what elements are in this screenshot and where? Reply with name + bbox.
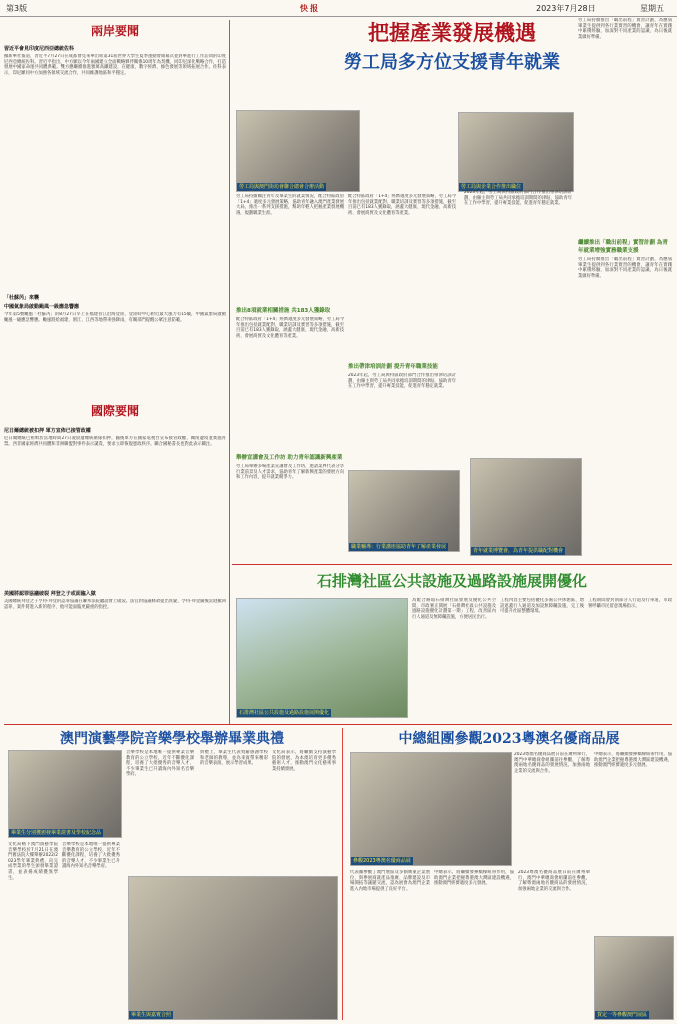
- article-body: 今年第5號颱風「杜蘇芮」的8月27日早上在福建晉江沿海登陸，登陸時中心附近最大風力有15級，中國氣象局啟動颱風一級應急響應。颱風將給福建、浙江、江西等地帶來強降雨，有關部門提醒公眾注意防範。: [4, 312, 226, 323]
- feature-body: 勞工局持續推出「職出前程」實習計劃，為應屆畢業生提供到各行業實習的機會，讓青年在實踐中累積經驗，加深對不同產業的認識，為日後就業做好準備。: [578, 257, 672, 279]
- feature-subhead: 舉辦宣講會及工作坊 助力青年認識新興產業: [236, 455, 343, 461]
- photo-caption: 勞工局與澳門街坊會聯合總會合辦活動: [239, 184, 325, 190]
- photo-caption: 畢業生分別獲頒發畢業證書及學校紀念品: [11, 830, 102, 836]
- photo-caption: 職業輔導：行業講座協助青年了解產業發展: [351, 544, 447, 550]
- music-body: 典禮上，畢業生代表致辭感謝學校和老師的教導，並為來賓帶來精彩的音樂表演，展示學習成果。: [200, 750, 268, 767]
- photo-caption: 參觀2023粵澳名優商品展: [353, 858, 411, 864]
- zhongzong-title: 中總組團參觀2023粵澳名優商品展: [398, 731, 620, 747]
- photo-caption: 青年就業博覽會，為青年提供職配對機會: [473, 548, 564, 554]
- shipanwan-title: 石排灣社區公共設施及過路設施展開優化: [316, 572, 587, 590]
- article-headline: 尼日爾總統被扣押 軍方宣佈已接管政權: [4, 428, 91, 434]
- article-body: 尼日爾總統巴祖姆於當地時間27日凌晨遭總統衛隊扣押，隨後軍方在國家電視台宣布接管政權、關閉邊境並實施宵禁。西非國家經濟共同體和非洲聯盟對事件表示譴責，要求立即恢復憲政秩序。聯合國秘書長也對此表示關注。: [4, 436, 226, 447]
- zhongzong-body: 2023粵澳名優商品展日前在廣州舉行，澳門中華總商會組團前往參觀，了解粵澳兩地名優商品的發展情況，加強兩地企業的交流與合作。: [514, 752, 590, 774]
- feature-subhead: 推出帶津培訓計劃 提升青年職業技能: [348, 364, 438, 370]
- article-body: 據新華社報道，習近平7月27日在成都會見來華出席第31屆世界大學生夏季運動會開幕式並對華進行工作訪問的印度尼西亞總統佐科。習近平指出，中方願以今年兩國建立全面戰略夥伴關係10周年為契機，同印尼深化戰略合作，打造發展中國家命運共同體典範。雙方應繼續推進雅萬高鐵建設，在健康、數字經濟、綠色發展等領域拓展合作。佐科表示，印尼願同中方加強各領域交流合作，共同維護地區和平穩定。: [4, 54, 226, 76]
- page-number: 第3版: [6, 4, 28, 13]
- feature-subtitle: 勞工局多方位支援青年就業: [344, 52, 560, 73]
- feature-body: 配合特區政府「1+4」經濟適度多元發展策略，勞工局今年推出包括就業配對、職業培訓及實習等多項措施，截至目前已有183人獲錄取，涵蓋大健康、現代金融、高新技術、會展商貿及文化體育等產業。: [348, 194, 456, 216]
- feature-body: 勞工局舉辦多場產業宣講會及工作坊，邀請業界代表分享行業前景及人才需求，協助青年了解新興產業的發展方向和工作內容，提升就業競爭力。: [236, 464, 344, 481]
- music-body: 音樂學校是本地唯一提供專業音樂教育的公立學校，近年不斷優化課程，培養了大批優秀的音樂人才，不少畢業生已升讀海內外知名音樂學府。: [62, 842, 120, 870]
- article-headline: 習近平會見印度尼西亞總統佐科: [4, 46, 75, 52]
- feature-column-1: [236, 194, 344, 564]
- masthead-logo: 快报: [300, 3, 320, 13]
- music-photo: [8, 750, 122, 838]
- column-divider: [229, 20, 230, 725]
- music-title: 澳門演藝學院音樂學校舉辦畢業典禮: [60, 731, 284, 747]
- section-divider: [4, 724, 672, 725]
- left-news-column: [4, 18, 226, 720]
- shipanwan-body: 工程內容主要包括優化多處公共休憩區、增設遮蓋行人通道及加設無障礙設施，完工後可提升社區整體環境。: [500, 598, 584, 615]
- shipanwan-photo: [236, 598, 408, 718]
- section-title-international: 國際要聞: [90, 404, 139, 418]
- article-headline: 美國將認罪協議破裂 拜登之子或面臨入獄: [4, 591, 96, 597]
- feature-photo: [470, 458, 582, 556]
- zhongzong-photo: [350, 752, 512, 866]
- feature-column-3: [464, 40, 572, 460]
- feature-body: 配合特區政府「1+4」經濟適度多元發展策略，勞工局今年推出包括就業配對、職業培訓及實習等多項措施，截至目前已有183人獲錄取，涵蓋大健康、現代金融、高新技術、會展商貿及文化體育等產業。: [236, 317, 344, 339]
- photo-caption: 畢業生與嘉賓合照: [131, 1012, 172, 1018]
- section-divider: [232, 564, 672, 565]
- feature-body: 2023年起，勞工局與特區政府部門合作推出帶津培訓計劃，由僱主與勞工局共同承擔培訓期間的津貼，協助青年在工作中學習，提升專業技能，促進青年穩定就業。: [348, 373, 456, 390]
- article-body: 美國總統拜登之子亨特·拜登的認罪協議在聯邦法院聽證會上破裂。法官對協議條款提出質疑，亨特·拜登隨後當庭撤回認罪，案件將進入新的程序，他可能面臨更嚴重的指控。: [4, 599, 226, 610]
- music-photo: [128, 876, 338, 1020]
- feature-body: 2023年起，勞工局與特區政府部門合作推出帶津培訓計劃，由僱主與勞工局共同承擔培訓期間的津貼，協助青年在工作中學習，提升專業技能，促進青年穩定就業。: [464, 190, 572, 207]
- zhongzong-body: 代表團參觀了澳門展區及多個廣東企業展位，與參展商就產品推廣、品牌建設及市場開拓等議題交流，認為展會為澳門企業進入內地市場提供了良好平台。: [350, 870, 430, 892]
- zhongzong-body: 中總表示，將繼續發揮橋樑紐帶作用，協助澳門企業把握粵港澳大灣區建設機遇，推動澳門經濟適度多元發展。: [434, 870, 514, 887]
- zhongzong-body: 2023粵澳名優商品展日前在廣州舉行，澳門中華總商會組團前往參觀，了解粵澳兩地名優商品的發展情況，加強兩地企業的交流與合作。: [518, 870, 590, 892]
- feature-subhead: 繼續推出「職出前程」實習計劃 為青年就業增強實務職業支援: [578, 240, 668, 254]
- feature-column-4: [578, 18, 672, 558]
- zhongzong-photo: [594, 936, 674, 1020]
- article-headline: 「杜蘇芮」來襲: [4, 295, 40, 301]
- feature-body: 勞工局持續推出「職出前程」實習計劃，為應屆畢業生提供到各行業實習的機會，讓青年在實踐中累積經驗，加深對不同產業的認識，為日後就業做好準備。: [578, 18, 672, 40]
- photo-caption: 勞工局與企業合作推出職位: [461, 184, 522, 190]
- shipanwan-body: 為配合路環石排灣社區發展及優化公共空間，市政署正開展「石排灣社區公共設施及過路設施優化計劃第一期」工程，改善區內行人通道及無障礙設施，方便居民出行。: [412, 598, 496, 620]
- feature-intro: 勞工局持續關注青年及畢業生的就業情況，配合特區政府「1+4」適度多元發展策略，協助青年融入澳門產業發展大局，推出一系列支援措施，幫助年輕人把握產業發展機遇，規劃職業生涯。: [236, 194, 344, 216]
- feature-photo: [348, 470, 460, 552]
- column-divider: [342, 728, 343, 1020]
- music-body: 音樂學校是本地唯一提供專業音樂教育的公立學校，近年不斷優化課程，培養了大批優秀的音樂人才，不少畢業生已升讀海內外知名音樂學府。: [126, 750, 194, 778]
- section-title-cross-strait: 兩岸要聞: [90, 24, 139, 38]
- photo-caption: 石排灣社區公共設施及過路設施展開優化: [239, 710, 330, 716]
- music-body: 文化局轄下澳門演藝學院音樂學校於7月21日在澳門舊法院大樓舉辦2022/2023學年畢業典禮，向完成學業的學生頒發畢業證書，並表揚成績優異學生。: [8, 842, 58, 881]
- article-subheadline: 中國氣象局啟動颱風一級應急響應: [4, 304, 80, 310]
- feature-subhead: 推出8項就業相關措施 共183人獲錄取: [236, 308, 331, 314]
- shipanwan-body: 工程期間會封閉部分人行道及行車道，市政署呼籲市民留意現場指示。: [588, 598, 672, 609]
- photo-caption: 賀定一等參觀澳門展區: [597, 1012, 648, 1018]
- feature-photo: [236, 110, 360, 192]
- issue-date: 2023年7月28日: [536, 4, 596, 13]
- page-header: [0, 0, 677, 17]
- feature-title: 把握產業發展機遇: [368, 20, 536, 45]
- weekday: 星期五: [640, 4, 664, 13]
- music-body: 文化局表示，將繼續支持演藝學院的發展，為本澳培育更多優秀藝術人才，推動澳門文化藝術事業持續發展。: [272, 750, 336, 772]
- zhongzong-body: 中總表示，將繼續發揮橋樑紐帶作用，協助澳門企業把握粵港澳大灣區建設機遇，推動澳門經濟適度多元發展。: [594, 752, 672, 769]
